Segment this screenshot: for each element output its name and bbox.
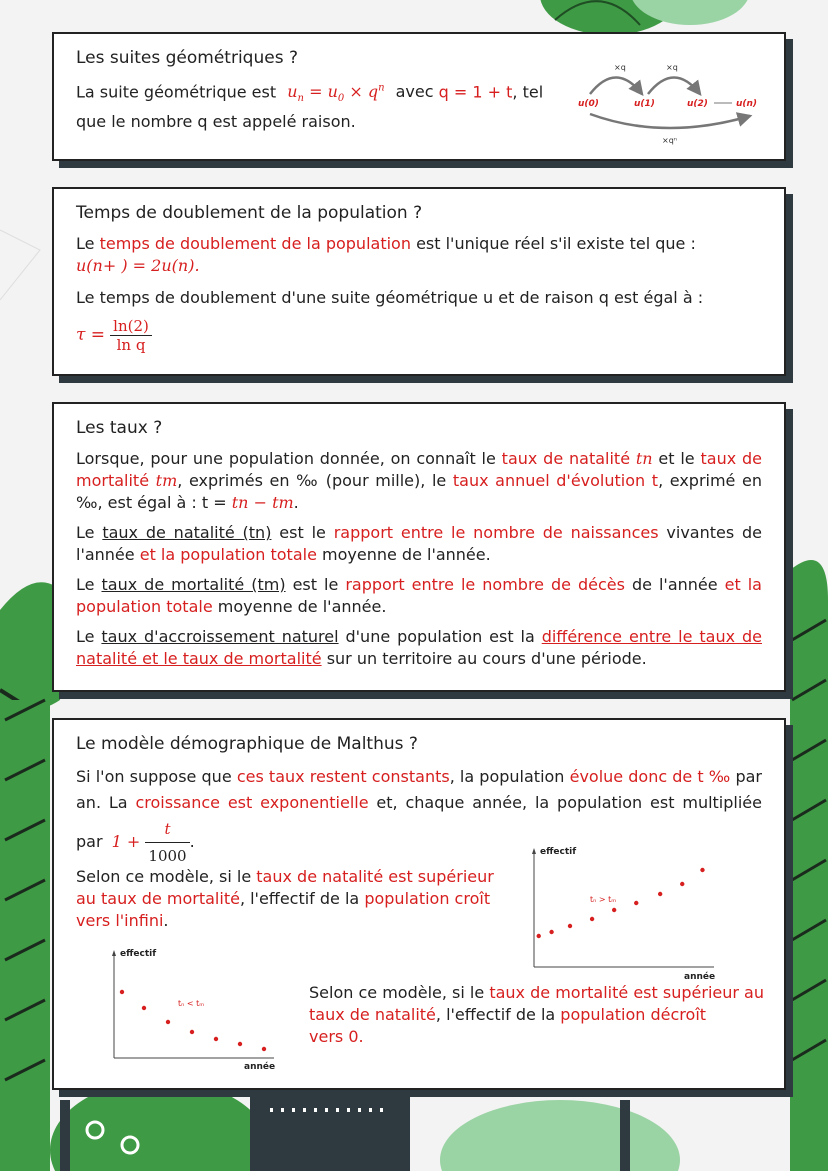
card-text: Selon ce modèle, si le taux de mortalité est supérieur au taux de natalité, l'effectif de la population décroît vers 0. bbox=[309, 983, 764, 1046]
arrow-label-2: ×q bbox=[666, 63, 678, 72]
card-taux bbox=[52, 402, 786, 692]
term-un: u(n) bbox=[736, 99, 758, 109]
card-text: Le taux de natalité (tn) est le rapport entre le nombre de naissances vivantes de l'année et la population totale moyenne de l'année. bbox=[76, 523, 763, 564]
geometric-sequence-diagram bbox=[574, 56, 764, 146]
card-text: Le taux de mortalité (tm) est le rapport entre le nombre de décès de l'année et la population totale moyenne de l'année. bbox=[76, 575, 762, 616]
data-point bbox=[549, 930, 553, 934]
card-title: Le modèle démographique de Malthus ? bbox=[76, 734, 418, 754]
graph-population-decline bbox=[104, 946, 284, 1076]
card-suites-geometriques bbox=[52, 32, 786, 161]
card-text: Si l'on suppose que ces taux restent constants, la population évolue donc de t ‰ par an. La croissance est exponentielle et, chaque année, la population est multipliée par 1 + $\frac{t}{1000}$ . bbox=[76, 767, 763, 865]
card-text: Selon ce modèle, si le taux de natalité est supérieur au taux de mortalité, l'effectif de la population croît vers l'infini. bbox=[76, 867, 494, 930]
data-point bbox=[190, 1030, 194, 1034]
graph-down-xlabel: année bbox=[244, 1062, 276, 1072]
data-point bbox=[238, 1042, 242, 1046]
tau-formula: τ = $\frac{\ln(2)}{\text{ln q}}$ bbox=[76, 317, 762, 354]
data-point bbox=[537, 934, 541, 938]
card-text: Le temps de doublement d'une suite géométrique u et de raison q est égal à : bbox=[76, 288, 704, 307]
data-point bbox=[262, 1047, 266, 1051]
graph-population-growth bbox=[524, 842, 724, 982]
arrow-label-1: ×q bbox=[614, 63, 626, 72]
graph-up-annotation: tₙ > tₘ bbox=[590, 895, 617, 904]
card-modele-malthus bbox=[52, 718, 786, 1090]
data-point bbox=[166, 1020, 170, 1024]
card-temps-doublement bbox=[52, 187, 786, 376]
bottom-arrow-label: ×qⁿ bbox=[662, 136, 677, 145]
card-text: La suite géométrique est $u_n = u_0 \times q^n$ avec q = 1 + t, tel que le nombre q est appelé raison. bbox=[76, 82, 544, 131]
graph-down-annotation: tₙ < tₘ bbox=[178, 999, 205, 1008]
graph-up-ylabel: effectif bbox=[540, 847, 577, 857]
card-text: Le temps de doublement de la population est l'unique réel s'il existe tel que : u(n+ ) = 2u(n). bbox=[76, 234, 696, 275]
graph-up-xlabel: année bbox=[684, 972, 716, 982]
term-u1: u(1) bbox=[634, 99, 655, 109]
data-point bbox=[658, 892, 662, 896]
data-point bbox=[568, 924, 572, 928]
term-u0: u(0) bbox=[578, 99, 599, 109]
card-text: Le taux d'accroissement naturel d'une population est la différence entre le taux de natalité et le taux de mortalité sur un territoire au cours d'une période. bbox=[76, 627, 762, 668]
data-point bbox=[680, 882, 684, 886]
term-u2: u(2) bbox=[687, 99, 708, 109]
data-point bbox=[214, 1037, 218, 1041]
data-point bbox=[590, 917, 594, 921]
data-point bbox=[142, 1006, 146, 1010]
data-point bbox=[120, 990, 124, 994]
card-title: Les suites géométriques ? bbox=[76, 48, 298, 68]
data-point bbox=[612, 908, 616, 912]
card-title: Les taux ? bbox=[76, 418, 163, 438]
card-text: Lorsque, pour une population donnée, on connaît le taux de natalité tn et le taux de mortalité tm, exprimés en ‰ (pour mille), le taux annuel d'évolution t, exprimé en ‰, est égal à : t = tn − tm. bbox=[76, 449, 762, 512]
card-title: Temps de doublement de la population ? bbox=[76, 203, 423, 223]
data-point bbox=[700, 868, 704, 872]
data-point bbox=[634, 901, 638, 905]
formula-un: $u_n = u_0 \times q^n$ bbox=[287, 82, 385, 105]
graph-down-ylabel: effectif bbox=[120, 949, 157, 959]
